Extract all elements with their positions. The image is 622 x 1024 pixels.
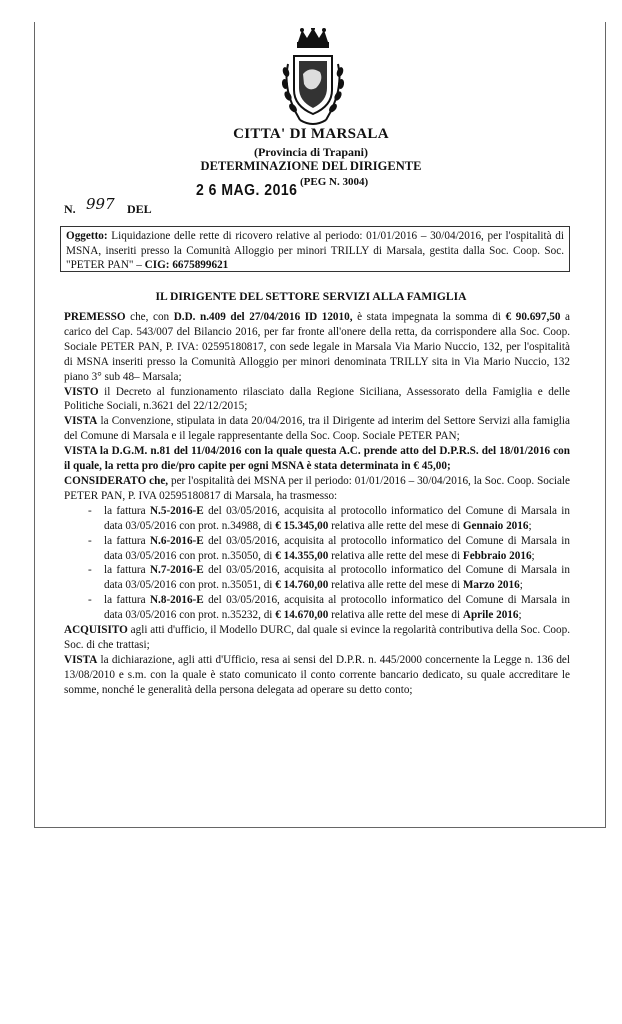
bullet-dash: - <box>88 534 92 547</box>
text-run: la dichiarazione, agli atti d'Ufficio, resa ai sensi del D.P.R. n. 445/2000 concernente la Legge n. 136 del 13/08/2010 e s.m. con la quale è stato comunicato il conto corrente bancario dedicato, su quale accreditare le somme, nonché le generalità della persona delegata ad operare su detto conto; <box>64 653 570 696</box>
list-item <box>64 534 570 564</box>
text-run: è stata impegnata la somma di <box>352 311 506 323</box>
text-run: del 03/05/2016, acquisita al protocollo informatico del Comune di Marsala in data 03/05/2016 con prot. n.35051, di <box>104 564 570 592</box>
paragraph-vista-dgm <box>64 444 570 474</box>
subject-box <box>60 226 570 272</box>
paragraph-vista-dichiarazione <box>64 653 570 698</box>
text-run: la fattura <box>104 594 150 607</box>
peg-number: (PEG N. 3004) <box>300 176 369 188</box>
text-run: relativa alle rette del mese di <box>328 519 463 532</box>
invoice-month: Marzo 2016 <box>462 579 520 592</box>
invoice-number: N.6-2016-E <box>149 534 204 547</box>
text-run: il Decreto al funzionamento rilasciato dalla Regione Siciliana, Assessorato della Famiglia e delle Politiche Sociali, n.3621 del 22/12/2015; <box>64 385 570 413</box>
number-label: N. <box>64 202 76 216</box>
coat-of-arms-icon <box>270 28 356 132</box>
text-run: la fattura <box>104 534 150 547</box>
text-run: del 03/05/2016, acquisita al protocollo informatico del Comune di Marsala in data 03/05/2016 con prot. n.34988, di <box>104 504 570 532</box>
text-run: ; <box>518 609 522 622</box>
invoice-number: N.5-2016-E <box>149 504 204 517</box>
invoice-month: Aprile 2016 <box>462 609 519 622</box>
text-run: relativa alle rette del mese di <box>328 579 463 592</box>
invoice-number: N.8-2016-E <box>149 594 204 607</box>
text-run: del 03/05/2016, acquisita al protocollo informatico del Comune di Marsala in data 03/05/2016 con prot. n.35050, di <box>104 534 570 562</box>
invoice-month: Gennaio 2016 <box>462 519 529 532</box>
number-value: 997 <box>86 195 115 213</box>
lead-word: VISTA <box>64 653 98 666</box>
text-run: a carico del Cap. 543/007 del Bilancio 2016, per far fronte all'onere della retta, da corrispondere alla Soc. Coop. Sociale PETER PAN, P. IVA: 02595180817, con sede legale in Marsala Via Mario Nuccio, 132, per l'ospitalità di MSNA inseriti presso la Comunità Alloggio per minori denominata TRILLY sita in Via Mario Nuccio, 132 piano 3° sub 48– Marsala; <box>64 311 571 383</box>
invoice-amount: € 14.760,00 <box>275 579 329 592</box>
invoice-month: Febbraio 2016 <box>462 549 532 562</box>
subject-label: Oggetto: <box>66 230 108 242</box>
list-item <box>64 504 570 534</box>
date-stamp: 2 6 MAG. 2016 <box>196 179 298 199</box>
invoice-amount: € 14.355,00 <box>275 549 329 562</box>
text-run: relativa alle rette del mese di <box>328 549 463 562</box>
bullet-dash: - <box>88 564 92 577</box>
text-run: ; <box>531 549 535 562</box>
subject-cig: CIG: 6675899621 <box>144 259 229 271</box>
invoice-amount: € 15.345,00 <box>275 519 329 532</box>
invoice-amount: € 14.670,00 <box>275 609 329 622</box>
paragraph-acquisito <box>64 623 570 653</box>
bullet-dash: - <box>88 504 92 517</box>
lead-word: ACQUISITO <box>64 624 128 637</box>
text-run: ; <box>528 519 532 532</box>
bullet-dash: - <box>88 594 92 607</box>
city-name: CITTA' DI MARSALA <box>233 126 389 142</box>
text-run: agli atti d'ufficio, il Modello DURC, dal quale si evince la regolarità contributiva della Soc. Coop. Soc. di che trattasi; <box>64 624 570 651</box>
text-run: che, con <box>125 311 174 323</box>
lead-word: CONSIDERATO che, <box>64 474 169 487</box>
document-body <box>64 310 570 698</box>
section-title: IL DIRIGENTE DEL SETTORE SERVIZI ALLA FAMIGLIA <box>155 290 467 303</box>
invoice-number: N.7-2016-E <box>149 564 204 577</box>
text-run-bold: D.D. n.409 del 27/04/2016 ID 12010, <box>173 311 353 323</box>
paragraph-visto <box>64 385 570 415</box>
paragraph-considerato <box>64 474 570 504</box>
del-label: DEL <box>127 202 152 216</box>
province: (Provincia di Trapani) <box>253 145 368 159</box>
subject-text: Liquidazione delle rette di ricovero relative al periodo: 01/01/2016 – 30/04/2016, per l'ospitalità di MSNA, inseriti presso la Comunità Alloggio per minori TRILLY di Marsala, gestita dalla Soc. Coop. Soc. "PETER PAN" – <box>66 230 564 271</box>
paragraph-premesso <box>64 310 570 385</box>
text-run: del 03/05/2016, acquisita al protocollo informatico del Comune di Marsala in data 03/05/2016 con prot. n.35232, di <box>104 594 570 622</box>
text-run: per l'ospitalità dei MSNA per il periodo: 01/01/2016 – 30/04/2016, la Soc. Coop. Sociale PETER PAN, P. IVA 02595180817 di Marsala, ha trasmesso: <box>64 474 571 502</box>
lead-word: VISTO <box>64 385 99 398</box>
text-run: ; <box>519 579 523 592</box>
text-run: la fattura <box>104 564 150 577</box>
text-run: la Convenzione, stipulata in data 20/04/2016, tra il Dirigente ad interim del Settore Servizi alla famiglia del Comune di Marsala e il legale rappresentante della Soc. Coop. Sociale PETER PAN; <box>64 415 570 443</box>
list-item <box>64 593 570 623</box>
list-item <box>64 563 570 593</box>
text-run: relativa alle rette del mese di <box>328 609 463 622</box>
text-run: la fattura <box>104 504 150 517</box>
lead-word: VISTA <box>64 415 98 428</box>
text-run-bold: € 90.697,50 <box>505 311 561 323</box>
text-run-bold: VISTA la D.G.M. n.81 del 11/04/2016 con la quale questa A.C. prende atto del D.P.R.S. del 18/01/2016 con il quale, la retta pro die/pro capite per ogni MSNA è stata determinata in € 45,00; <box>64 445 570 473</box>
invoice-list <box>64 504 570 623</box>
paragraph-vista-convenzione <box>64 414 570 444</box>
document-type: DETERMINAZIONE DEL DIRIGENTE <box>200 159 422 173</box>
lead-word: PREMESSO <box>64 311 126 323</box>
